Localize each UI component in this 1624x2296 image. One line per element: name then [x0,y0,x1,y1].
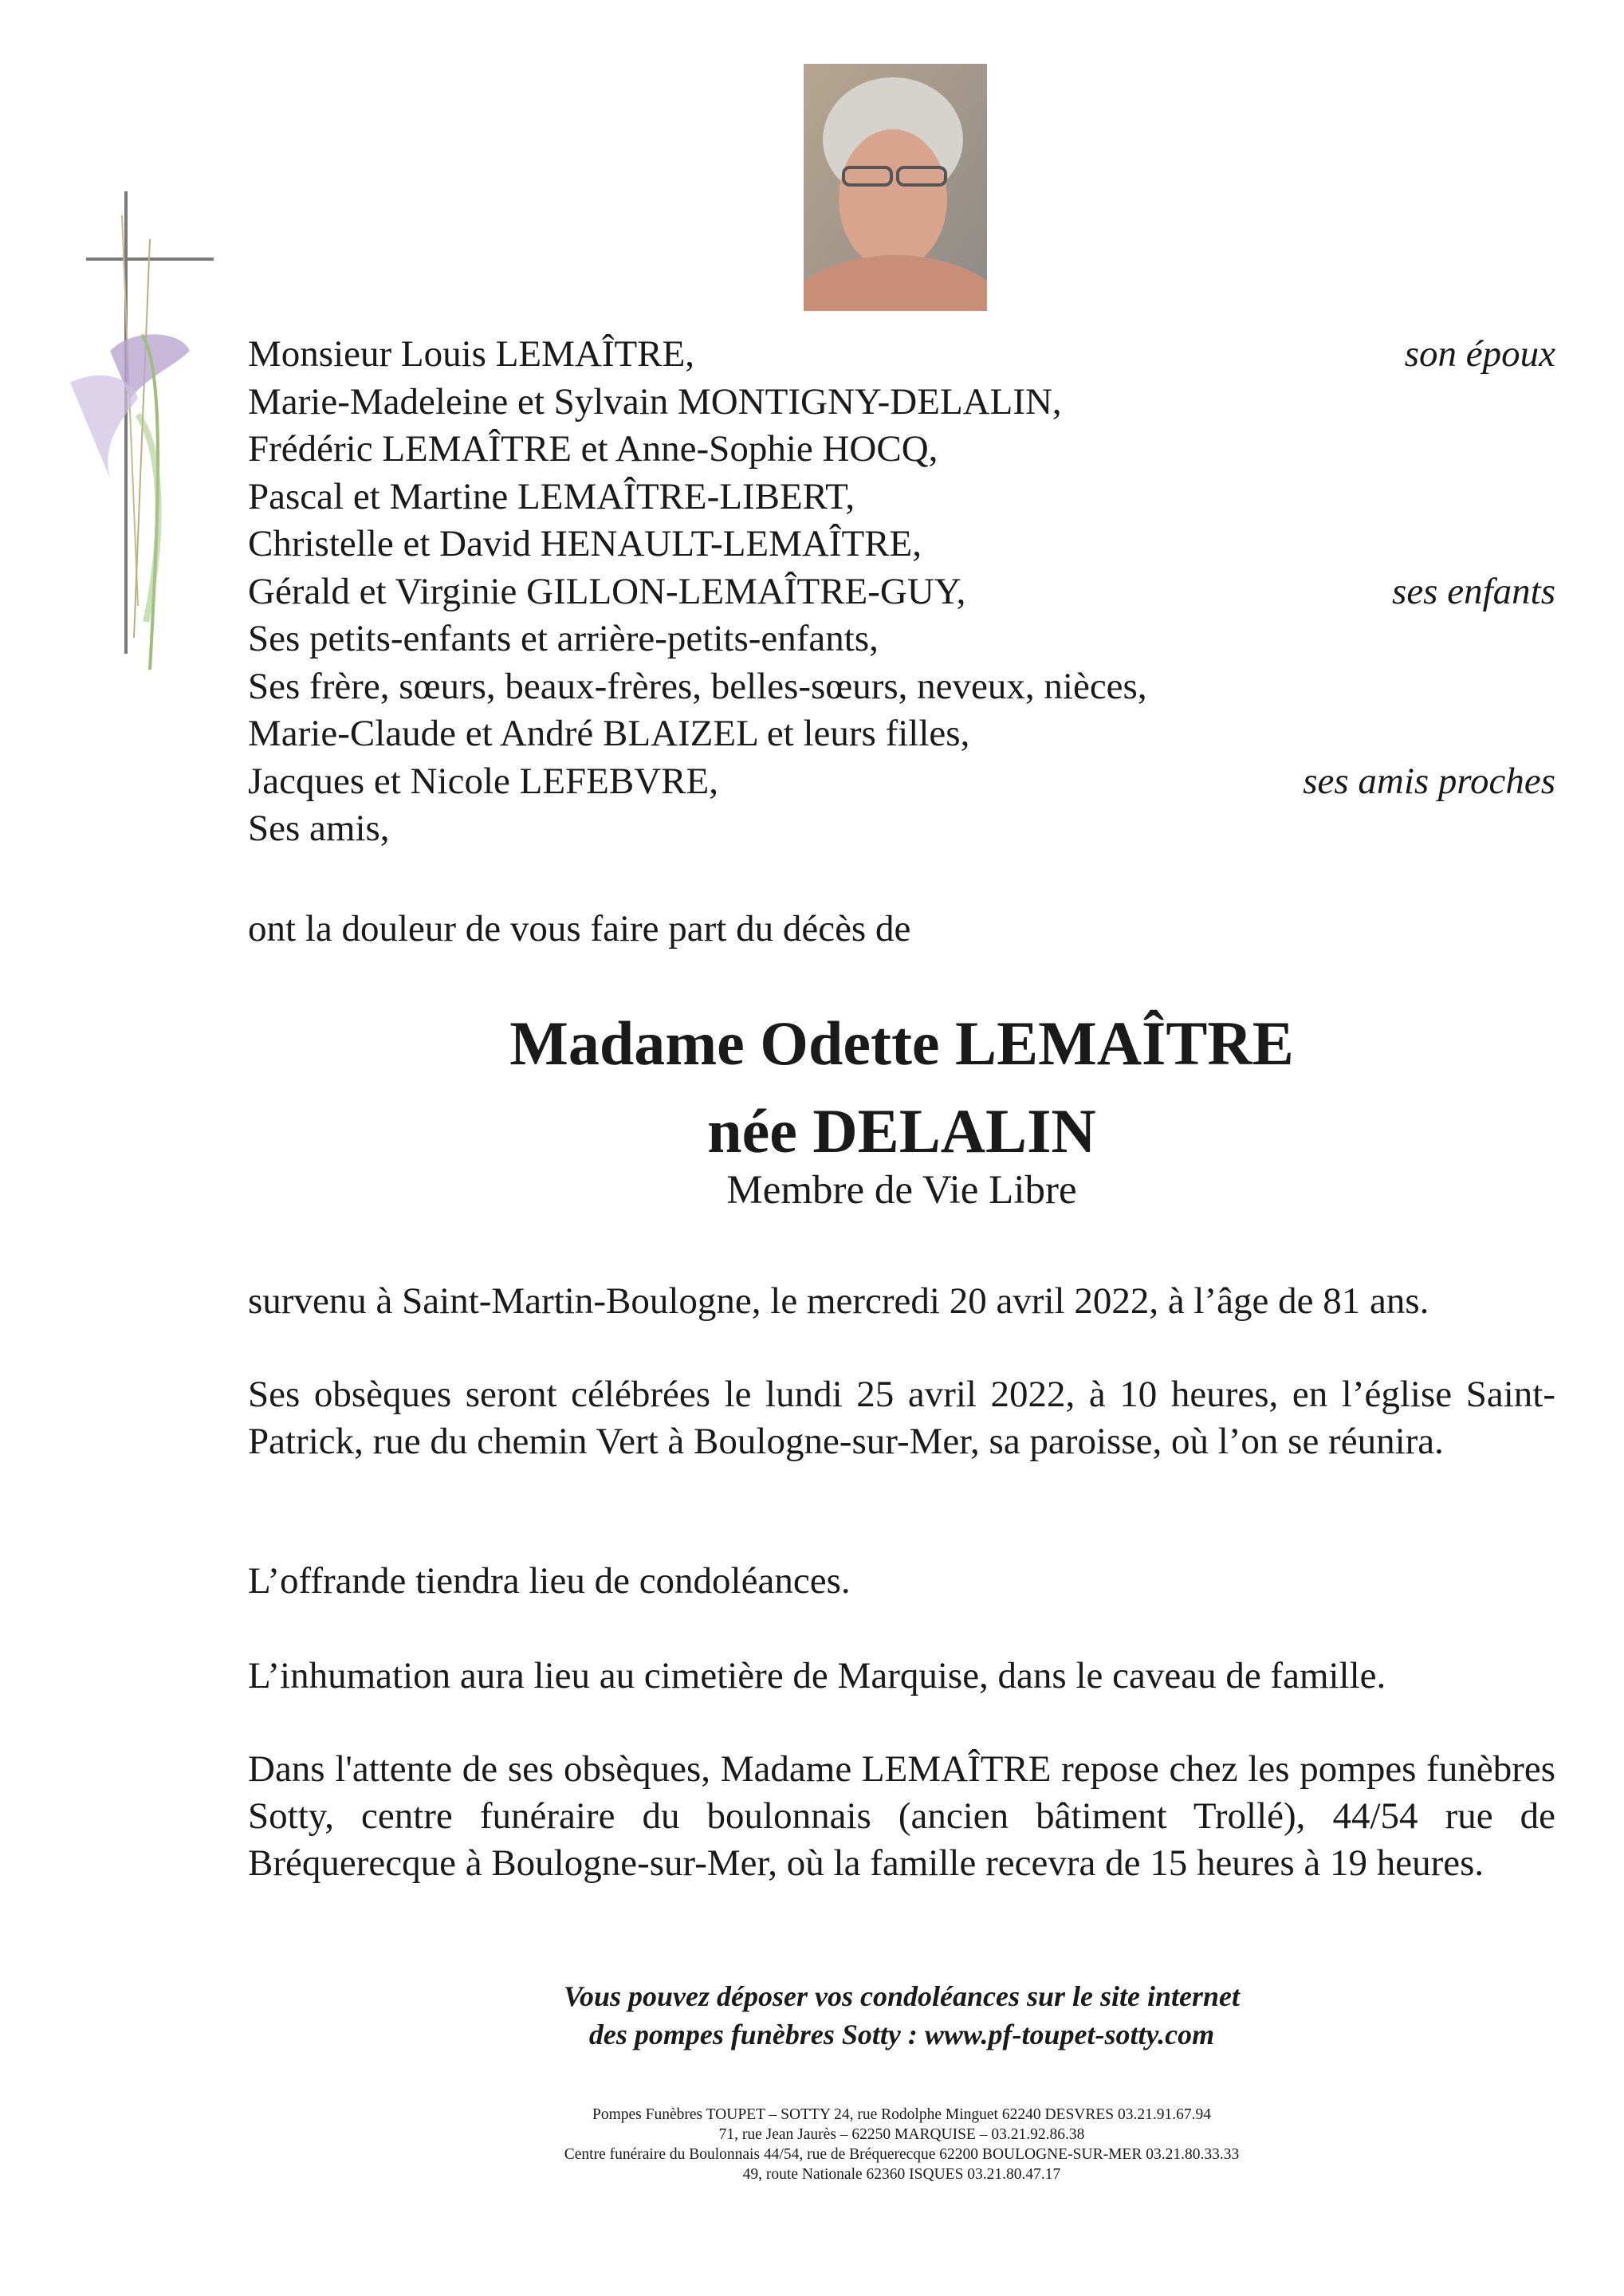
family-row [248,758,1555,806]
footer-line: 71, rue Jean Jaurès – 62250 MARQUISE – 03.21.92.86.38 [718,2126,1085,2143]
family-row [248,663,1555,711]
footer-line: Centre funéraire du Boulonnais 44/54, rue de Bréquerecque 62200 BOULOGNE-SUR-MER 03.21.80.33.33 [564,2146,1240,2163]
family-row [248,710,1555,758]
burial-info: L’inhumation aura lieu au cimetière de Marquise, dans le caveau de famille. [248,1655,1386,1696]
cross-lily-decoration [62,191,230,686]
portrait-photo [804,64,987,311]
family-member-name: Pascal et Martine LEMAÎTRE-LIBERT, [248,475,855,517]
family-relation: ses amis proches [1303,760,1555,802]
portrait-image [804,64,987,311]
family-member-name: Ses amis, [248,808,390,849]
family-row [248,568,1555,616]
footer-line: Pompes Funèbres TOUPET – SOTTY 24, rue Rodolphe Minguet 62240 DESVRES 03.21.91.67.94 [592,2106,1212,2123]
family-row [248,805,1555,853]
announcement-text: ont la douleur de vous faire part du décès de [248,908,911,949]
deceased-name: Madame Odette LEMAÎTRE [509,1008,1294,1078]
funeral-info: Ses obsèques seront célébrées le lundi 25 avril 2022, à 10 heures, en l’église Saint-Patrick, rue du chemin Vert à Boulogne-sur-Mer, sa paroisse, où l’on se réunira. [248,1374,1555,1462]
family-member-name: Gérald et Virginie GILLON-LEMAÎTRE-GUY, [248,570,966,612]
family-member-name: Christelle et David HENAULT-LEMAÎTRE, [248,523,922,564]
family-row [248,331,1555,379]
family-row [248,379,1555,427]
family-row [248,615,1555,663]
family-member-name: Frédéric LEMAÎTRE et Anne-Sophie HOCQ, [248,428,938,470]
funeral-home-footer [248,2105,1555,2184]
family-list [248,331,1555,853]
death-info: survenu à Saint-Martin-Boulogne, le mercredi 20 avril 2022, à l’âge de 81 ans. [248,1280,1429,1322]
offering-info: L’offrande tiendra lieu de condoléances. [248,1560,851,1602]
family-row [248,474,1555,521]
family-member-name: Ses petits-enfants et arrière-petits-enfants, [248,618,879,659]
family-row [248,426,1555,474]
family-relation: son époux [1404,333,1555,375]
family-row [248,521,1555,568]
family-relation: ses enfants [1392,570,1555,612]
family-member-name: Monsieur Louis LEMAÎTRE, [248,333,695,375]
family-member-name: Marie-Madeleine et Sylvain MONTIGNY-DELALIN, [248,380,1062,423]
deceased-maiden-name: née DELALIN [707,1096,1096,1166]
footer-line: 49, route Nationale 62360 ISQUES 03.21.80.47.17 [742,2166,1061,2183]
family-member-name: Jacques et Nicole LEFEBVRE, [248,760,718,802]
deceased-membership: Membre de Vie Libre [726,1168,1077,1213]
rest-info: Dans l'attente de ses obsèques, Madame LEMAÎTRE repose chez les pompes funèbres Sotty, centre funéraire du boulonnais (ancien bâtiment Trollé), 44/54 rue de Bréquerecque à Boulogne-sur-Mer, où la famille recevra de 15 heures à 19 heures. [248,1748,1555,1884]
condolences-line-2: des pompes funèbres Sotty : www.pf-toupet-sotty.com [588,2019,1215,2050]
condolences-line-1: Vous pouvez déposer vos condoléances sur le site internet [563,1980,1240,2012]
family-member-name: Marie-Claude et André BLAIZEL et leurs filles, [248,713,970,754]
family-member-name: Ses frère, sœurs, beaux-frères, belles-sœurs, neveux, nièces, [248,665,1147,707]
